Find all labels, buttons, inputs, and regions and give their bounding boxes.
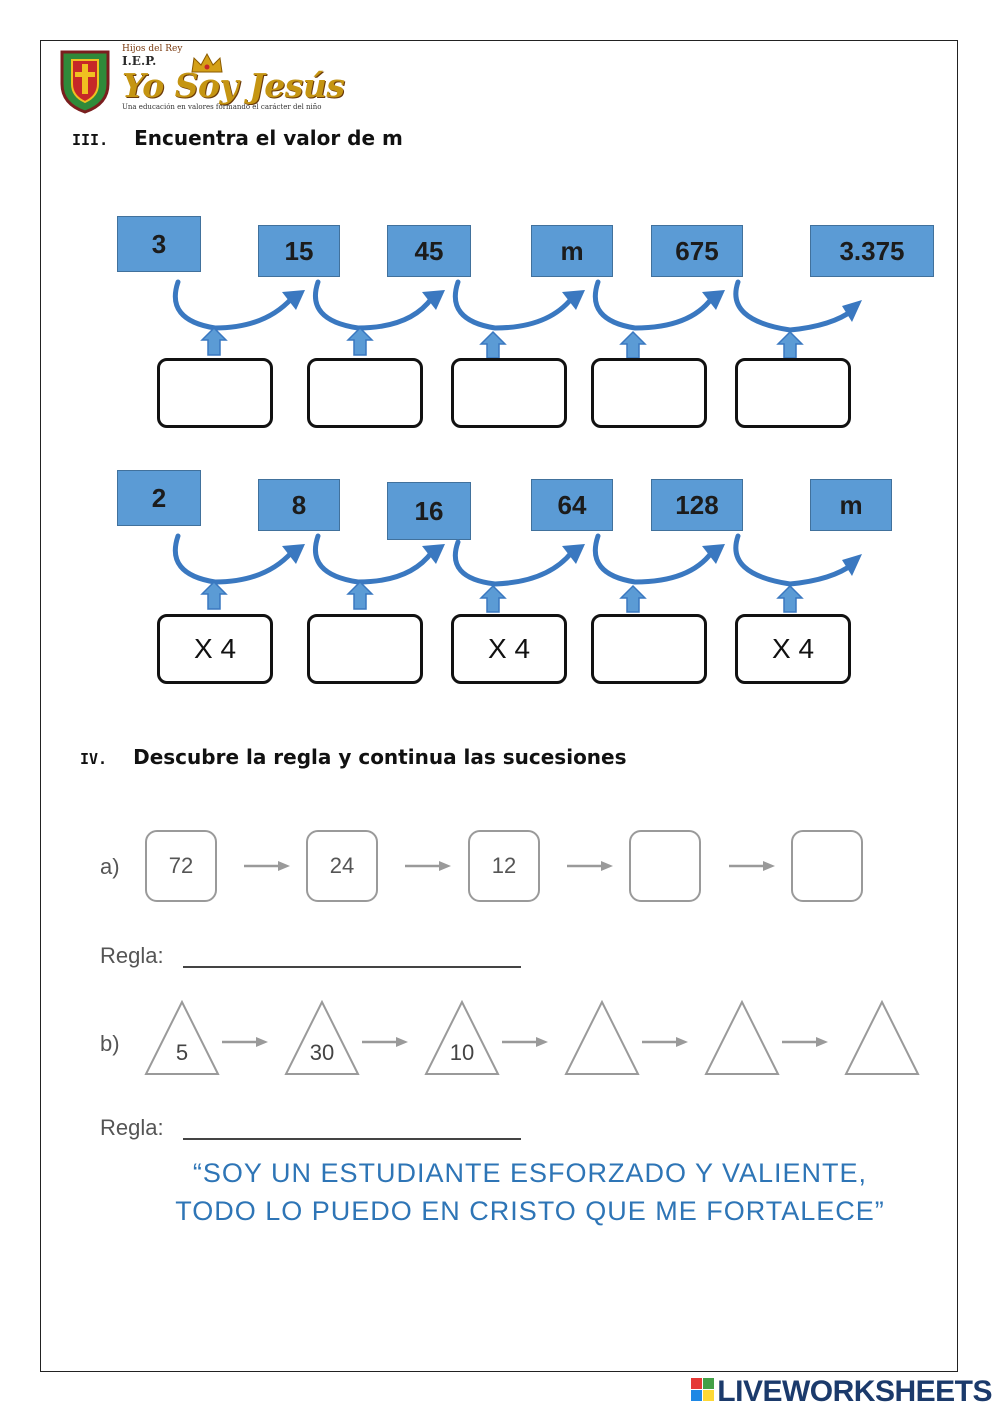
section-4-title: Descubre la regla y continua las sucesiones (133, 745, 627, 769)
school-top-text: Hijos del Rey (122, 44, 183, 54)
section-3-heading (72, 126, 403, 150)
row1-operation-box[interactable] (591, 358, 707, 428)
row2-operation-box[interactable]: X 4 (451, 614, 567, 684)
sequence-b-value: 30 (309, 1040, 335, 1065)
school-name: Yo Soy Jesús (122, 66, 345, 105)
motivational-quote-line-2: TODO LO PUEDO EN CRISTO QUE ME FORTALECE” (175, 1196, 885, 1226)
row1-operation-box[interactable] (451, 358, 567, 428)
row1-operation-box[interactable] (735, 358, 851, 428)
row1-value-box: 3 (117, 216, 201, 272)
row1-value-box: 675 (651, 225, 743, 277)
sequence-b-value: 5 (175, 1040, 189, 1065)
section-3-number: III. (72, 131, 109, 149)
sequence-a-box: 24 (306, 830, 378, 902)
sequence-a-label: a) (100, 854, 120, 879)
section-3-title: Encuentra el valor de m (134, 126, 403, 150)
row2-curved-arrows (0, 524, 1000, 624)
sequence-a-rule-label: Regla: (100, 943, 164, 968)
sequence-b-answer[interactable] (572, 1040, 632, 1066)
school-motto: Una educación en valores formando el carácter del niño (122, 103, 322, 111)
row1-operation-box[interactable] (157, 358, 273, 428)
sequence-b-answer[interactable] (712, 1040, 772, 1066)
row2-unknown-m-box: m (810, 479, 892, 531)
row1-operation-box[interactable] (307, 358, 423, 428)
row1-value-box: 3.375 (810, 225, 934, 277)
sequence-b-triangles (0, 1000, 1000, 1080)
row2-value-box: 64 (531, 479, 613, 531)
row2-operation-box[interactable]: X 4 (735, 614, 851, 684)
row2-value-box: 2 (117, 470, 201, 526)
liveworksheets-logo-icon (691, 1378, 715, 1402)
row1-curved-arrows (0, 270, 1000, 370)
sequence-b-answer[interactable] (852, 1040, 912, 1066)
liveworksheets-footer (691, 1375, 992, 1409)
row1-unknown-m-box: m (531, 225, 613, 277)
row2-value-box: 8 (258, 479, 340, 531)
section-4-number: IV. (80, 750, 108, 768)
row2-operation-box[interactable]: X 4 (157, 614, 273, 684)
row2-operation-box[interactable] (307, 614, 423, 684)
liveworksheets-brand: LIVEWORKSHEETS (717, 1375, 992, 1408)
school-crest-icon (58, 46, 112, 114)
section-4-heading (80, 745, 627, 769)
row2-value-box: 16 (387, 482, 471, 540)
sequence-a-box: 72 (145, 830, 217, 902)
row2-operation-box[interactable] (591, 614, 707, 684)
row1-value-box: 45 (387, 225, 471, 277)
row2-value-box: 128 (651, 479, 743, 531)
motivational-quote-line-1: “SOY UN ESTUDIANTE ESFORZADO Y VALIENTE, (192, 1158, 868, 1188)
sequence-a-box: 12 (468, 830, 540, 902)
sequence-b-value: 10 (449, 1040, 475, 1065)
school-prefix: I.E.P. (122, 54, 157, 68)
sequence-a-rule-answer-line[interactable] (183, 966, 521, 968)
sequence-b-rule-answer-line[interactable] (183, 1138, 521, 1140)
row1-value-box: 15 (258, 225, 340, 277)
sequence-b-rule-label: Regla: (100, 1115, 164, 1140)
sequence-a-arrows (0, 856, 1000, 876)
sequence-b-label: b) (100, 1031, 120, 1056)
